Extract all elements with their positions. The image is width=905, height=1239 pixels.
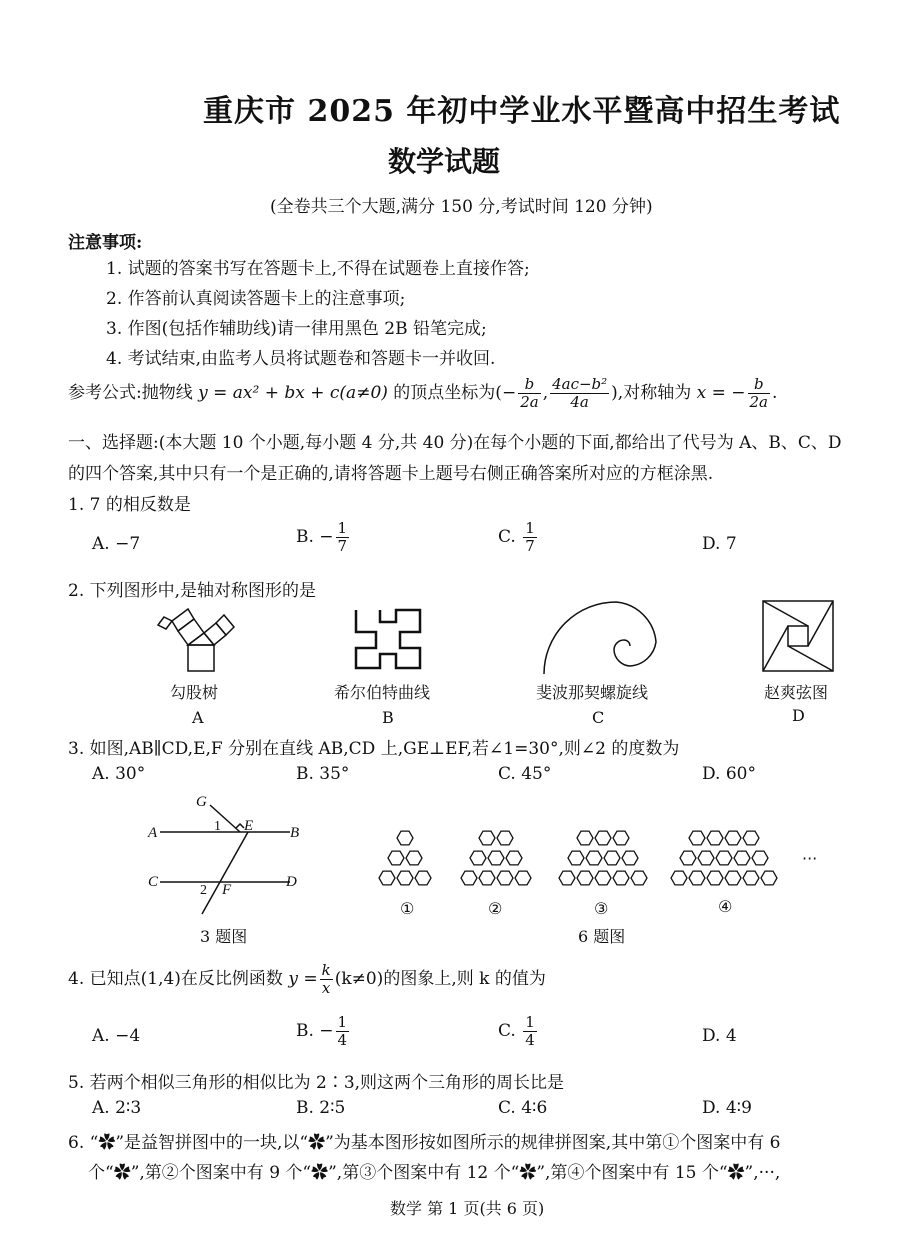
puzzle-piece xyxy=(479,871,495,885)
label-e: E xyxy=(244,818,254,834)
q3-figure-caption: 3 题图 xyxy=(200,927,248,946)
q2-letter-d: D xyxy=(792,706,805,725)
puzzle-piece xyxy=(725,871,741,885)
q4-stem: 4. 已知点(1,4)在反比例函数 y = $\frac{k}{x}$ (k≠0)的图象上,则 k 的值为 xyxy=(68,961,546,997)
section1-line2: 的四个答案,其中只有一个是正确的,请将答题卡上题号右侧正确答案所对应的方框涂黑. xyxy=(68,464,714,484)
puzzle-piece xyxy=(752,851,768,865)
puzzle-piece xyxy=(689,871,705,885)
puzzle-piece xyxy=(631,871,647,885)
q3-geometry-figure xyxy=(140,790,320,920)
puzzle-piece xyxy=(388,851,404,865)
label-f: F xyxy=(222,882,232,898)
q3-option-b: B. 35° xyxy=(296,764,350,784)
q2-letter-c: C xyxy=(592,708,605,727)
puzzle-piece xyxy=(559,871,575,885)
page-footer: 数学 第 1 页(共 6 页) xyxy=(390,1199,545,1218)
q2-caption-c: 斐波那契螺旋线 xyxy=(536,683,649,702)
q4-option-a: A. −4 xyxy=(92,1026,141,1046)
q2-caption-d: 赵爽弦图 xyxy=(764,683,829,702)
q2-stem: 2. 下列图形中,是轴对称图形的是 xyxy=(68,581,317,601)
q6-figure-caption: 6 题图 xyxy=(578,927,626,946)
fraction-axis: $\frac{b}{2a}$ xyxy=(749,375,769,411)
fraction-vertex-y: $\frac{\text{4ac−b²}}{4a}$ xyxy=(552,375,608,411)
label-g: G xyxy=(196,794,207,810)
puzzle-piece xyxy=(595,871,611,885)
q1-stem: 1. 7 的相反数是 xyxy=(68,495,191,515)
puzzle-piece xyxy=(707,831,723,845)
formula-equation: y = ax² + bx + c(a≠0) xyxy=(198,383,388,403)
label-c: C xyxy=(148,874,159,890)
q5-option-a: A. 2∶3 xyxy=(92,1098,142,1118)
puzzle-piece xyxy=(397,831,413,845)
notice-item-4: 4. 考试结束,由监考人员将试题卷和答题卡一并收回. xyxy=(106,349,496,369)
q2-caption-b: 希尔伯特曲线 xyxy=(334,683,431,702)
q2-letter-b: B xyxy=(382,708,394,727)
puzzle-piece xyxy=(497,871,513,885)
puzzle-piece xyxy=(479,831,495,845)
q5-option-d: D. 4∶9 xyxy=(702,1098,752,1118)
puzzle-piece xyxy=(577,871,593,885)
pattern-4-label: ④ xyxy=(718,897,733,916)
notice-item-2: 2. 作答前认真阅读答题卡上的注意事项; xyxy=(106,289,406,309)
puzzle-piece xyxy=(461,871,477,885)
puzzle-piece xyxy=(379,871,395,885)
puzzle-piece xyxy=(716,851,732,865)
puzzle-piece xyxy=(604,851,620,865)
puzzle-piece xyxy=(734,851,750,865)
puzzle-piece xyxy=(622,851,638,865)
reference-formula: 参考公式:抛物线 y = ax² + bx + c(a≠0) 的顶点坐标为(− $\frac{b}{2a}$ , $\frac{\text{4ac−b²}}{4a}$ ),对称轴为 x = − $\frac{b}{2a}$ . xyxy=(68,375,778,411)
formula-mid: 的顶点坐标为( xyxy=(387,383,502,403)
pattern-1-label: ① xyxy=(400,899,415,918)
puzzle-piece xyxy=(488,851,504,865)
puzzle-piece xyxy=(406,851,422,865)
q4-option-c: C. $\frac{1}{4}$ xyxy=(498,1013,535,1049)
formula-prefix: 参考公式:抛物线 xyxy=(68,383,199,403)
formula-after: ),对称轴为 xyxy=(611,383,697,403)
puzzle-piece xyxy=(725,831,741,845)
puzzle-piece xyxy=(577,831,593,845)
q3-stem: 3. 如图,AB∥CD,E,F 分别在直线 AB,CD 上,GE⊥EF,若∠1=30°,则∠2 的度数为 xyxy=(68,739,680,759)
pattern-ellipsis: ··· xyxy=(802,849,818,868)
q1-option-d: D. 7 xyxy=(702,534,737,554)
puzzle-piece xyxy=(497,831,513,845)
puzzle-piece xyxy=(568,851,584,865)
angle-2-label: 2 xyxy=(200,883,207,898)
puzzle-piece xyxy=(506,851,522,865)
hilbert-curve-figure xyxy=(352,608,424,670)
puzzle-piece xyxy=(761,871,777,885)
q2-letter-a: A xyxy=(192,708,204,727)
puzzle-piece xyxy=(613,831,629,845)
q1-option-a: A. −7 xyxy=(92,534,141,554)
puzzle-piece xyxy=(689,831,705,845)
q3-option-d: D. 60° xyxy=(702,764,756,784)
q5-option-c: C. 4∶6 xyxy=(498,1098,548,1118)
label-a: A xyxy=(148,825,158,841)
puzzle-piece xyxy=(698,851,714,865)
q5-stem: 5. 若两个相似三角形的相似比为 2∶3,则这两个三角形的周长比是 xyxy=(68,1073,565,1093)
q2-caption-a: 勾股树 xyxy=(170,683,219,702)
q1-option-b: B. − $\frac{1}{7}$ xyxy=(296,519,348,555)
page-subtitle: 数学试题 xyxy=(388,145,501,178)
formula-axis: x = − xyxy=(696,383,746,403)
puzzle-piece xyxy=(595,831,611,845)
q4-option-d: D. 4 xyxy=(702,1026,737,1046)
notice-item-1: 1. 试题的答案书写在答题卡上,不得在试题卷上直接作答; xyxy=(106,259,530,279)
angle-1-label: 1 xyxy=(214,819,221,834)
puzzle-piece xyxy=(707,871,723,885)
q5-option-b: B. 2∶5 xyxy=(296,1098,346,1118)
notice-item-3: 3. 作图(包括作辅助线)请一律用黑色 2B 铅笔完成; xyxy=(106,319,487,339)
section1-line1: 一、选择题:(本大题 10 个小题,每小题 4 分,共 40 分)在每个小题的下面,都给出了代号为 A、B、C、D xyxy=(68,433,842,453)
puzzle-piece xyxy=(415,871,431,885)
label-d: D xyxy=(286,874,297,890)
exam-note: (全卷共三个大题,满分 150 分,考试时间 120 分钟) xyxy=(270,197,653,217)
page-title: 重庆市 2025 年初中学业水平暨高中招生考试 xyxy=(203,94,841,129)
puzzle-piece xyxy=(743,871,759,885)
q6-pattern-figure xyxy=(370,820,830,920)
puzzle-piece xyxy=(586,851,602,865)
q3-option-c: C. 45° xyxy=(498,764,552,784)
pythagoras-tree-figure xyxy=(158,605,238,675)
pattern-2-label: ② xyxy=(488,899,503,918)
q6-line1: 6. “✿”是益智拼图中的一块,以“✿”为基本图形按如图所示的规律拼图案,其中第①个图案中有 6 xyxy=(68,1133,781,1153)
q4-option-b: B. − $\frac{1}{4}$ xyxy=(296,1013,348,1049)
puzzle-piece xyxy=(680,851,696,865)
q3-option-a: A. 30° xyxy=(92,764,146,784)
puzzle-piece xyxy=(743,831,759,845)
puzzle-piece xyxy=(397,871,413,885)
pattern-3-label: ③ xyxy=(594,899,609,918)
q6-line2: 个“✿”,第②个图案中有 9 个“✿”,第③个图案中有 12 个“✿”,第④个图案中有 15 个“✿”,···, xyxy=(88,1163,781,1183)
puzzle-piece xyxy=(671,871,687,885)
q1-option-c: C. $\frac{1}{7}$ xyxy=(498,519,535,555)
zhao-shuang-figure xyxy=(762,600,834,672)
puzzle-piece xyxy=(613,871,629,885)
fibonacci-spiral-figure xyxy=(540,600,660,680)
puzzle-piece xyxy=(515,871,531,885)
fraction-vertex-x: $\frac{b}{2a}$ xyxy=(520,375,539,411)
puzzle-piece xyxy=(470,851,486,865)
notice-heading: 注意事项: xyxy=(68,233,143,253)
label-b: B xyxy=(290,825,300,841)
